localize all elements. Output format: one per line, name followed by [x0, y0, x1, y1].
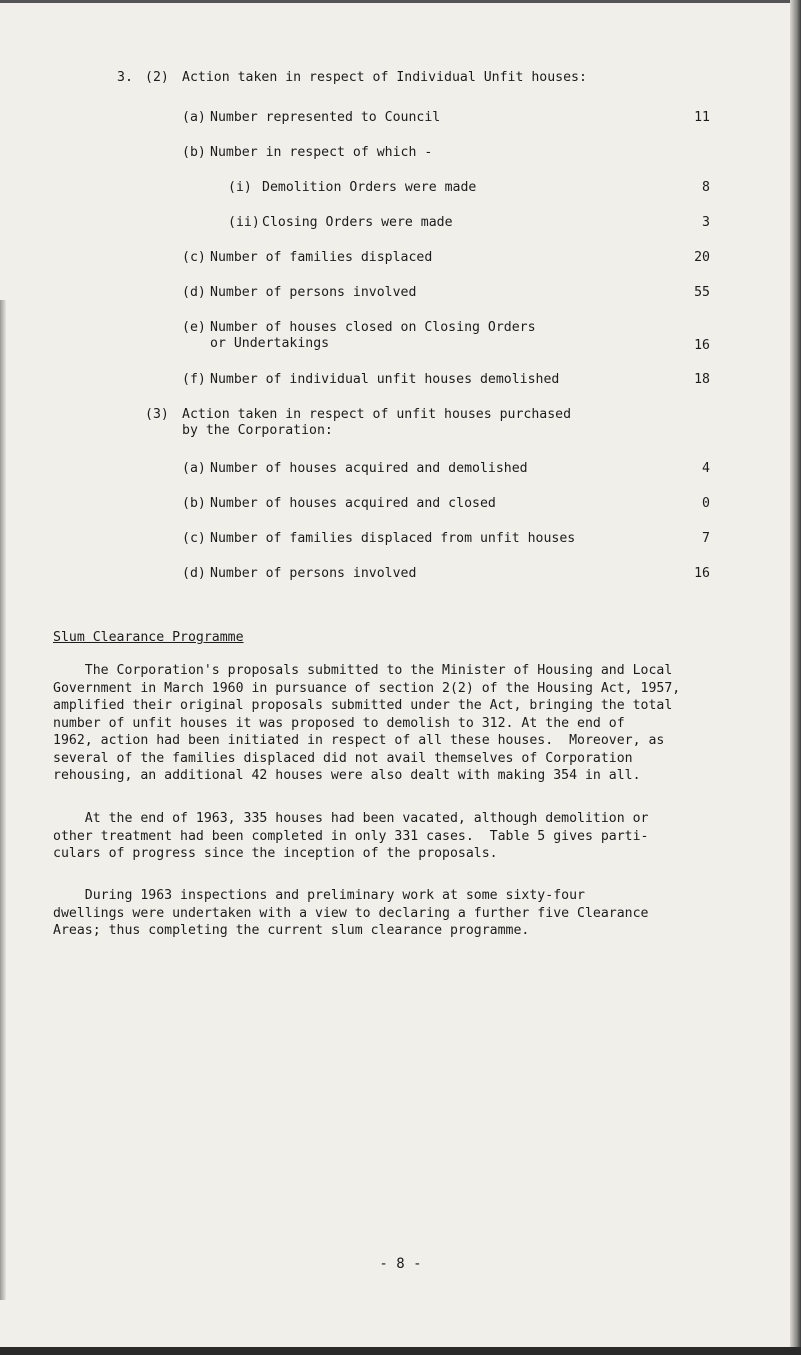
scan-edge-right — [790, 0, 801, 1355]
section-number: 3. — [117, 70, 133, 85]
paragraph-line: number of unfit houses it was proposed to demolish to 312. At the end of — [53, 715, 625, 731]
item-2f-text: Number of individual unfit houses demolished — [210, 372, 560, 387]
item-2bii-label: (ii) — [228, 215, 260, 230]
scan-edge-bottom — [0, 1347, 801, 1355]
paragraph-line: During 1963 inspections and preliminary work at some sixty-four — [53, 888, 585, 903]
item-3d-text: Number of persons involved — [210, 566, 417, 581]
paragraph-line: amplified their original proposals submitted under the Act, bringing the total — [53, 698, 673, 713]
item-2f-label: (f) — [182, 372, 206, 387]
item-2e-label: (e) — [182, 320, 206, 335]
paragraph-line: At the end of 1963, 335 houses had been vacated, although demolition or — [53, 811, 649, 826]
item-2bi-text: Demolition Orders were made — [262, 180, 477, 195]
page-number: - 8 - — [379, 1256, 422, 1272]
subsection-3-title-continued: by the Corporation: — [182, 423, 333, 438]
paragraph-line: other treatment had been completed in only 331 cases. Table 5 gives parti- — [53, 828, 649, 844]
subsection-2-label: (2) — [145, 70, 169, 85]
paragraph-line: dwellings were undertaken with a view to declaring a further five Clearance — [53, 905, 649, 921]
paragraph-line: 1962, action had been initiated in respect of all these houses. Moreover, as — [53, 733, 665, 748]
scan-edge-top — [0, 0, 801, 3]
paragraph-line: culars of progress since the inception of the proposals. — [53, 846, 498, 861]
item-3b-text: Number of houses acquired and closed — [210, 496, 496, 511]
scan-edge-left — [0, 300, 6, 1300]
item-3a-label: (a) — [182, 461, 206, 476]
subsection-3-title: Action taken in respect of unfit houses purchased — [182, 407, 572, 422]
paragraph-2 — [53, 810, 768, 863]
item-3b-value: 0 — [702, 496, 710, 511]
item-2d-label: (d) — [182, 285, 206, 300]
paragraph-line: The Corporation's proposals submitted to the Minister of Housing and Local — [53, 663, 673, 678]
item-3b-label: (b) — [182, 496, 206, 511]
item-2c-label: (c) — [182, 250, 206, 265]
item-3d-value: 16 — [694, 566, 710, 581]
item-2f-value: 18 — [694, 372, 710, 387]
item-3c-value: 7 — [702, 531, 710, 546]
item-2a-label: (a) — [182, 110, 206, 125]
item-2d-text: Number of persons involved — [210, 285, 417, 300]
item-2c-value: 20 — [694, 250, 710, 265]
item-2bii-text: Closing Orders were made — [262, 215, 453, 230]
paragraph-line: Areas; thus completing the current slum clearance programme. — [53, 923, 530, 938]
item-2e-text: Number of houses closed on Closing Orders — [210, 320, 536, 335]
item-2e-value: 16 — [694, 338, 710, 353]
paragraph-line: Government in March 1960 in pursuance of section 2(2) of the Housing Act, 1957, — [53, 680, 681, 696]
item-3c-text: Number of families displaced from unfit houses — [210, 531, 576, 546]
subsection-2-title: Action taken in respect of Individual Unfit houses: — [182, 70, 587, 85]
item-2b-text: Number in respect of which - — [210, 145, 433, 160]
item-3a-text: Number of houses acquired and demolished — [210, 461, 528, 476]
item-2c-text: Number of families displaced — [210, 250, 433, 265]
item-2d-value: 55 — [694, 285, 710, 300]
section-heading: Slum Clearance Programme — [53, 630, 244, 645]
item-2bi-value: 8 — [702, 180, 710, 195]
item-3d-label: (d) — [182, 566, 206, 581]
item-2a-value: 11 — [694, 110, 710, 125]
item-2bi-label: (i) — [228, 180, 252, 195]
subsection-3-label: (3) — [145, 407, 169, 422]
paragraph-1 — [53, 662, 768, 785]
item-3c-label: (c) — [182, 531, 206, 546]
item-2b-label: (b) — [182, 145, 206, 160]
item-2bii-value: 3 — [702, 215, 710, 230]
item-2a-text: Number represented to Council — [210, 110, 441, 125]
paragraph-3 — [53, 887, 768, 940]
paragraph-line: rehousing, an additional 42 houses were also dealt with making 354 in all. — [53, 768, 641, 783]
item-3a-value: 4 — [702, 461, 710, 476]
item-2e-text-continued: or Undertakings — [210, 336, 330, 351]
paragraph-line: several of the families displaced did not avail themselves of Corporation — [53, 750, 633, 766]
